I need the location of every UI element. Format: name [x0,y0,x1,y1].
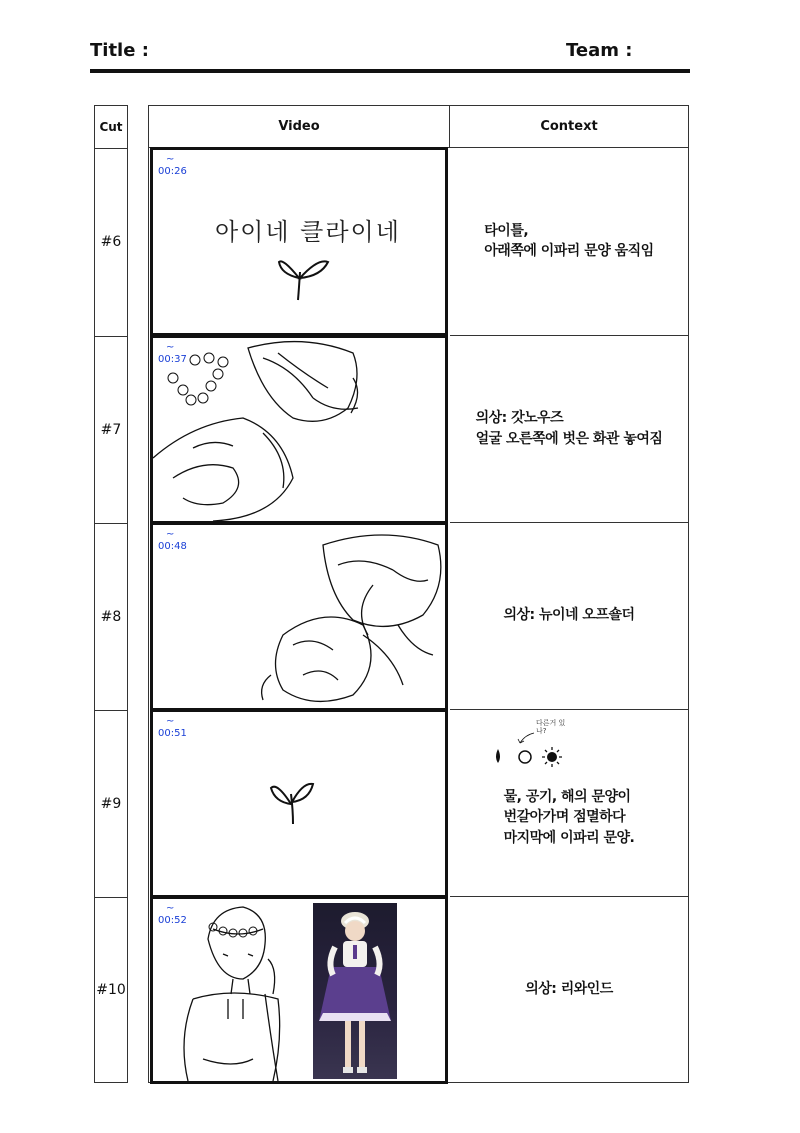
context-line: 번갈아가며 점멸하다 [503,809,626,826]
reference-photo [313,903,397,1079]
cut-cell: #10 [96,981,126,998]
character-lying-sketch [153,338,445,521]
storyboard-table [148,105,689,1083]
video-frame-cut-10 [150,896,448,1084]
context-line: 마지막에 이파리 문양. [503,829,635,846]
context-line: 물, 공기, 해의 문양이 [503,789,631,806]
cut-header: Cut [95,106,127,149]
video-frame-cut-7 [150,335,448,524]
context-cell-cut-8 [450,522,688,710]
timestamp: ~ 00:37 [158,342,187,365]
video-frame-cut-6 [150,147,448,336]
water-drop-icon [496,749,500,763]
context-line: 의상: 뉴이네 오프숄더 [503,607,635,624]
context-header: Context [450,106,688,148]
context-line: 얼굴 오른쪽에 벗은 화관 놓여짐 [475,430,663,447]
leaf-sketch [153,150,445,333]
video-frame-cut-8 [150,522,448,711]
context-line: 타이틀, [484,222,529,239]
header-rule [90,69,690,73]
handwritten-title: 아이네 클라이네 [215,218,401,246]
context-line: 의상: 갓노우즈 [475,410,564,427]
character-sleeping-sketch [153,525,445,708]
context-cell-cut-9 [450,709,688,897]
video-header: Video [149,106,450,148]
title-label: Title : [90,40,149,61]
cut-column [94,105,128,1083]
video-frame-cut-9 [150,709,448,898]
cut-cell: #6 [95,148,127,337]
context-cell-cut-10 [450,897,688,1082]
timestamp: ~ 00:52 [158,903,187,926]
air-circle-icon [519,751,531,763]
cut-cell: #8 [95,523,127,711]
leaf-sketch [153,712,445,895]
sun-icon [542,747,562,767]
timestamp: ~ 00:51 [158,716,187,739]
context-cell-cut-6 [450,147,688,336]
timestamp: ~ 00:48 [158,529,187,552]
context-line: 아래쪽에 이파리 문양 움직임 [484,243,654,259]
character-standing-sketch [153,899,313,1081]
context-line: 의상: 리와인드 [525,981,613,998]
timestamp: ~ 00:26 [158,154,187,177]
cut-cell: #9 [95,710,127,898]
team-label: Team : [566,40,633,61]
cut-cell: #7 [95,336,127,524]
context-cell-cut-7 [450,335,688,523]
handwritten-note: 다른거 있나? [536,719,566,735]
